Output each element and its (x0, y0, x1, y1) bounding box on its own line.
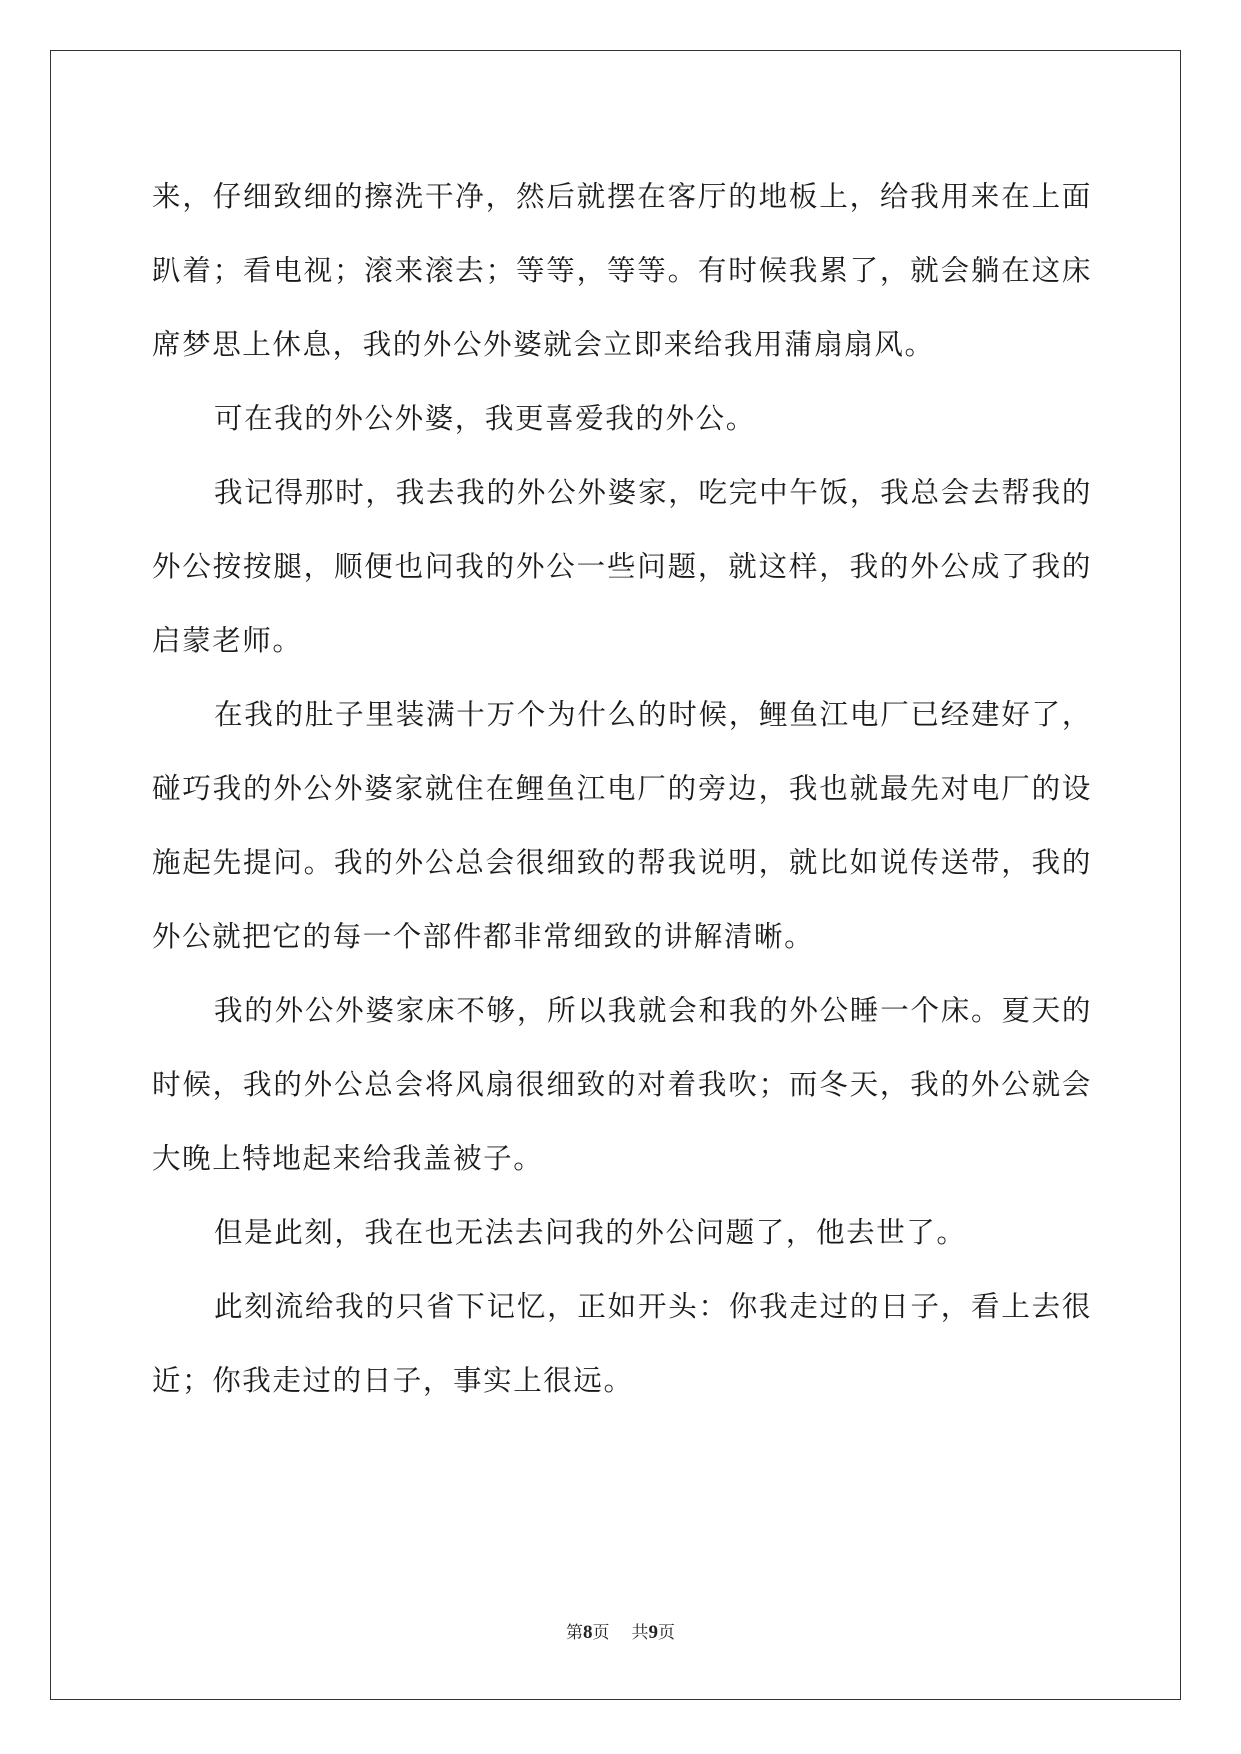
paragraph-4: 在我的肚子里装满十万个为什么的时候，鲤鱼江电厂已经建好了，碰巧我的外公外婆家就住在鲤鱼江电厂的旁边，我也就最先对电厂的设施起先提问。我的外公总会很细致的帮我说明，就比如说传送带，我的外公就把它的每一个部件都非常细致的讲解清晰。 (152, 698, 1092, 953)
page-total-unit: 页 (658, 1623, 675, 1643)
page-number-unit: 页 (592, 1623, 610, 1643)
page-total-count: 9 (648, 1622, 658, 1643)
page-number-prefix: 第 (566, 1623, 583, 1643)
page-footer (0, 1622, 1241, 1644)
paragraph-2: 可在我的外公外婆，我更喜爱我的外公。 (214, 402, 756, 435)
paragraph-5: 我的外公外婆家床不够，所以我就会和我的外公睡一个床。夏天的时候，我的外公总会将风扇很细致的对着我吹；而冬天，我的外公就会大晚上特地起来给我盖被子。 (152, 994, 1092, 1175)
paragraph-7: 此刻流给我的只省下记忆，正如开头：你我走过的日子，看上去很近；你我走过的日子，事实上很远。 (152, 1290, 1092, 1397)
paragraph-3: 我记得那时，我去我的外公外婆家，吃完中午饭，我总会去帮我的外公按按腿，顺便也问我的外公一些问题，就这样，我的外公成了我的启蒙老师。 (152, 476, 1092, 657)
paragraph-6: 但是此刻，我在也无法去问我的外公问题了，他去世了。 (214, 1216, 967, 1249)
page-number-current: 8 (583, 1622, 593, 1643)
document-body (152, 160, 1092, 1418)
page-total-prefix: 共 (631, 1623, 649, 1643)
paragraph-1: 来，仔细致细的擦洗干净，然后就摆在客厅的地板上，给我用来在上面趴着；看电视；滚来滚去；等等，等等。有时候我累了，就会躺在这床席梦思上休息，我的外公外婆就会立即来给我用蒲扇扇风。 (152, 180, 1092, 361)
